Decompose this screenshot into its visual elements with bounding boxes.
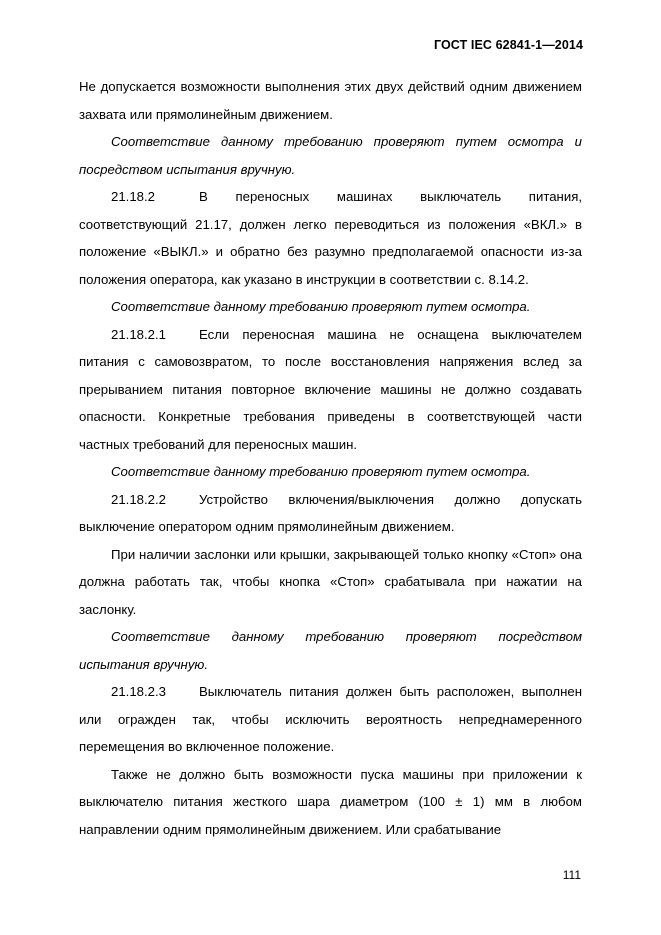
paragraph-1: Не допускается возможности выполнения этих двух действий одним движением захвата или прямолинейным движением.: [79, 79, 582, 122]
paragraph-3-text: В переносных машинах выключатель питания, соответствующий 21.17, должен легко переводиться из положения «ВКЛ.» в положение «ВЫКЛ.» и обратно без разумно предполагаемой опасности из-за положения оператора, как указано в инструкции в соответствии с. 8.14.2.: [79, 189, 582, 287]
paragraph-2-compliance: Соответствие данному требованию проверяют путем осмотра и посредством испытания вручную.: [79, 134, 582, 177]
paragraph-11: Также не должно быть возможности пуска машины при приложении к выключателю питания жесткого шара диаметром (100 ± 1) мм в любом направлении одним прямолинейным движением. Или срабатывание: [79, 766, 582, 837]
document-body: [79, 73, 582, 843]
paragraph-6-compliance: Соответствие данному требованию проверяют путем осмотра.: [111, 464, 531, 479]
paragraph-5-text: Если переносная машина не оснащена выключателем питания с самовозвратом, то после восстановления напряжения вслед за прерыванием питания повторное включение машины не должно создавать опасности. Конкретные требования приведены в соответствующей части частных требований для переносных машин.: [79, 326, 582, 452]
paragraph-8: При наличии заслонки или крышки, закрывающей только кнопку «Стоп» она должна работать так, чтобы кнопка «Стоп» срабатывала при нажатии на заслонку.: [79, 546, 582, 617]
paragraph-10-text: Выключатель питания должен быть расположен, выполнен или огражден так, чтобы исключить вероятность непреднамеренного перемещения во включенное положение.: [79, 684, 582, 754]
paragraph-5: [79, 321, 582, 459]
paragraph-7-text: Устройство включения/выключения должно допускать выключение оператором одним прямолинейным движением.: [79, 491, 582, 534]
paragraph-3: [79, 183, 582, 293]
page-number: 111: [562, 868, 581, 882]
paragraph-9-compliance: Соответствие данному требованию проверяют посредством испытания вручную.: [79, 629, 582, 672]
clause-number-21-18-2-3: 21.18.2.3: [111, 684, 166, 699]
document-header: ГОСТ IEC 62841-1—2014: [433, 38, 583, 52]
paragraph-7: [79, 486, 582, 541]
paragraph-10: [79, 678, 582, 761]
paragraph-4-compliance: Соответствие данному требованию проверяют путем осмотра.: [111, 299, 531, 314]
clause-number-21-18-2: 21.18.2: [111, 189, 155, 204]
clause-number-21-18-2-2: 21.18.2.2: [111, 491, 166, 507]
clause-number-21-18-2-1: 21.18.2.1: [111, 326, 166, 342]
